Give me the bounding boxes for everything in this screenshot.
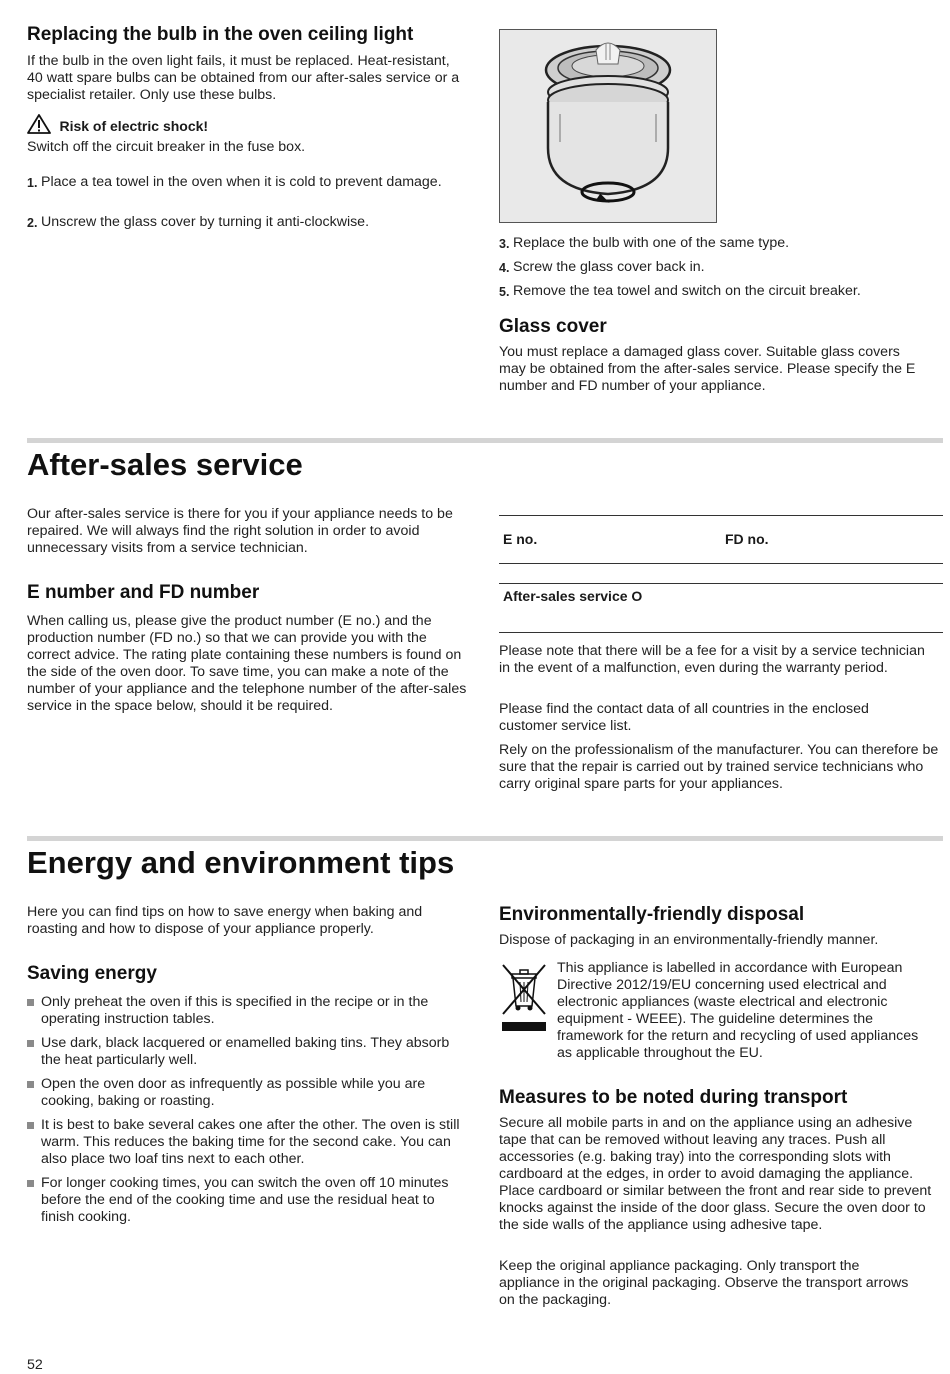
tip-item: [27, 1035, 457, 1069]
form-line: [499, 632, 943, 633]
tip-item: [27, 1117, 471, 1168]
tip-text: Only preheat the oven if this is specified in the recipe or in the operating instruction tables.: [41, 994, 429, 1027]
weee-crossed-bin-icon: [500, 962, 548, 1032]
warning-text: Switch off the circuit breaker in the fuse box.: [27, 139, 306, 155]
warning-label: Risk of electric shock!: [59, 118, 209, 134]
tip-text: Use dark, black lacquered or enamelled baking tins. They absorb the heat particularly well.: [41, 1035, 450, 1068]
disposal-text: Dispose of packaging in an environmentally-friendly manner.: [499, 932, 879, 948]
tip-item: [27, 994, 457, 1028]
saving-energy-title: Saving energy: [27, 963, 157, 984]
section-divider: [27, 836, 943, 841]
tip-item: [27, 1076, 471, 1110]
step-4: [499, 259, 939, 276]
bulb-section-title: Replacing the bulb in the oven ceiling light: [27, 24, 414, 45]
contact-note: Please find the contact data of all countries in the enclosed customer service list.: [499, 701, 869, 734]
e-fd-number-text: When calling us, please give the product number (E no.) and the production number (FD no.) so that we can provide you with the correct advice. The rating plate containing these numbers is found on the side of the oven door. To save time, you can make a note of the number of your appliance and the telephone number of the after-sales service in the space below, should it be required.: [27, 613, 467, 714]
step-1: [27, 174, 447, 191]
weee-text: This appliance is labelled in accordance with European Directive 2012/19/EU concerning used electrical and electronic appliances (waste electrical and electronic equipment - WEEE). The guideline determines the framework for the return and recycling of used appliances as applicable throughout the EU.: [557, 960, 919, 1061]
section-divider: [27, 438, 943, 443]
step-number: 5.: [499, 285, 510, 299]
step-text: Remove the tea towel and switch on the circuit breaker.: [513, 283, 861, 299]
step-number: 4.: [499, 261, 510, 275]
energy-title: Energy and environment tips: [27, 845, 455, 880]
after-sales-service-label: After-sales service O: [503, 588, 643, 604]
tip-text: It is best to bake several cakes one after the other. The oven is still warm. This reduces the baking time for the second cake. You can also place two loaf tins next to each other.: [41, 1117, 460, 1167]
step-2: [27, 214, 467, 231]
glass-cover-title: Glass cover: [499, 316, 607, 337]
tip-text: For longer cooking times, you can switch the oven off 10 minutes before the end of the cooking time and use the residual heat to finish cooking.: [41, 1175, 449, 1225]
rely-note: Rely on the professionalism of the manufacturer. You can therefore be sure that the repair is carried out by trained service technicians who carry original spare parts for your appliances.: [499, 742, 939, 792]
disposal-title: Environmentally-friendly disposal: [499, 904, 805, 925]
bullet-icon: [27, 999, 34, 1006]
energy-intro: Here you can find tips on how to save energy when baking and roasting and how to dispose of your appliance properly.: [27, 904, 423, 937]
e-fd-number-title: E number and FD number: [27, 582, 260, 603]
glass-cover-text: You must replace a damaged glass cover. Suitable glass covers may be obtained from the after-sales service. Please specify the E number and FD number of your appliance.: [499, 344, 916, 394]
warning-heading: [27, 114, 208, 134]
transport-text-1: Secure all mobile parts in and on the appliance using an adhesive tape that can be removed without leaving any traces. Push all accessories (e.g. baking tray) into the corresponding slots with cardboard at the edges, in order to avoid damaging the appliance. Place cardboard or similar between the front and rear side to prevent knocks against the inside of the door glass. Secure the oven door to the side walls of the appliance using adhesive tape.: [499, 1115, 932, 1233]
bullet-icon: [27, 1180, 34, 1187]
transport-title: Measures to be noted during transport: [499, 1087, 848, 1108]
after-sales-intro: Our after-sales service is there for you if your appliance needs to be repaired. We will always find the right solution in order to avoid unnecessary visits from a service technician.: [27, 506, 453, 556]
page-number: 52: [27, 1357, 43, 1373]
form-line: [499, 515, 943, 516]
tip-text: Open the oven door as infrequently as possible while you are cooking, baking or roasting.: [41, 1076, 426, 1109]
bullet-icon: [27, 1040, 34, 1047]
oven-lamp-illustration: [499, 29, 717, 223]
fee-note: Please note that there will be a fee for a visit by a service technician in the event of a malfunction, even during the warranty period.: [499, 643, 925, 676]
step-number: 3.: [499, 237, 510, 251]
bulb-intro: If the bulb in the oven light fails, it must be replaced. Heat-resistant, 40 watt spare bulbs can be obtained from our after-sales service or a specialist retailer. Only use these bulbs.: [27, 53, 460, 103]
transport-text-2: Keep the original appliance packaging. Only transport the appliance in the original packaging. Observe the transport arrows on the packaging.: [499, 1258, 909, 1308]
tip-item: [27, 1175, 467, 1226]
after-sales-title: After-sales service: [27, 447, 303, 482]
step-number: 1.: [27, 176, 38, 190]
step-text: Place a tea towel in the oven when it is cold to prevent damage.: [41, 174, 442, 190]
step-text: Unscrew the glass cover by turning it anti-clockwise.: [41, 214, 370, 230]
bullet-icon: [27, 1081, 34, 1088]
step-5: [499, 283, 939, 300]
bullet-icon: [27, 1122, 34, 1129]
step-number: 2.: [27, 216, 38, 230]
fd-no-label: FD no.: [725, 531, 769, 547]
warning-triangle-icon: [27, 114, 51, 139]
step-text: Screw the glass cover back in.: [513, 259, 705, 275]
step-text: Replace the bulb with one of the same type.: [513, 235, 790, 251]
form-line: [499, 563, 943, 564]
step-3: [499, 235, 939, 252]
form-line: [499, 583, 943, 584]
e-no-label: E no.: [503, 531, 538, 547]
